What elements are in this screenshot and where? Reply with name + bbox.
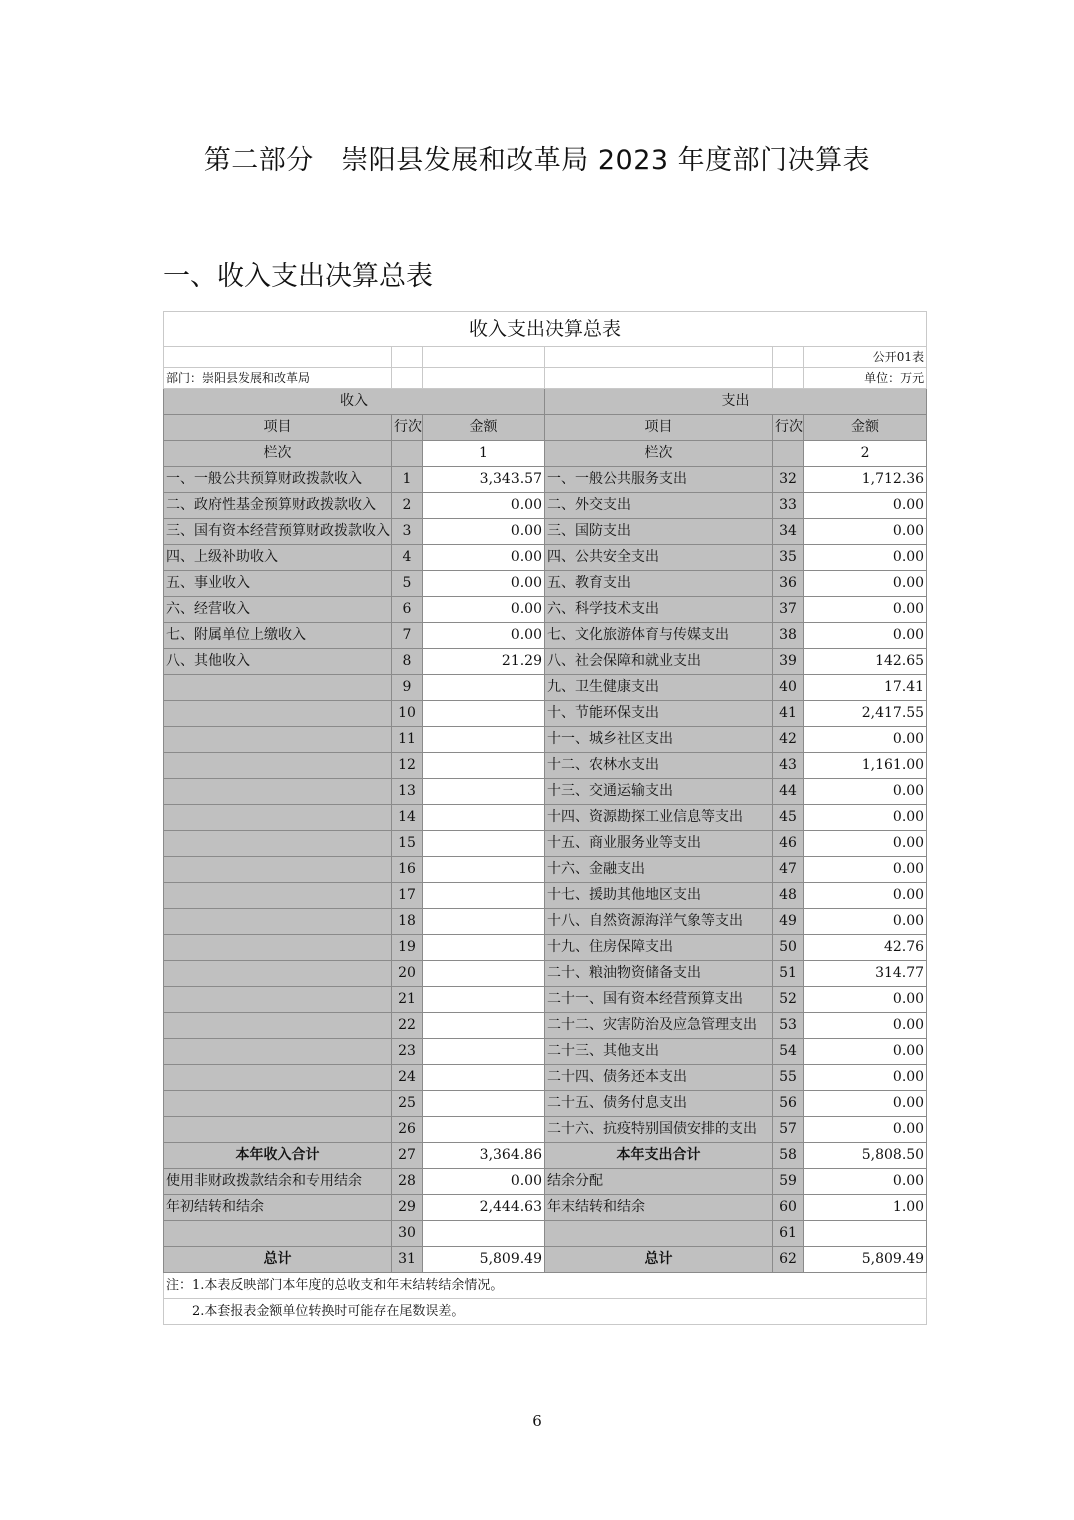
form-number: 公开01表 bbox=[804, 347, 927, 368]
income-item bbox=[164, 831, 392, 857]
expense-line-no: 44 bbox=[773, 779, 804, 805]
income-line-no: 4 bbox=[392, 545, 423, 571]
expense-item: 九、卫生健康支出 bbox=[545, 675, 773, 701]
income-amount bbox=[423, 727, 545, 753]
expense-item: 二、外交支出 bbox=[545, 493, 773, 519]
income-line-no: 22 bbox=[392, 1013, 423, 1039]
income-amount bbox=[423, 987, 545, 1013]
table-row bbox=[164, 857, 927, 883]
seq-number: 1 bbox=[423, 441, 545, 467]
income-line-no: 1 bbox=[392, 467, 423, 493]
income-item: 六、经营收入 bbox=[164, 597, 392, 623]
table-title: 收入支出决算总表 bbox=[164, 312, 927, 347]
income-line-no: 11 bbox=[392, 727, 423, 753]
expense-line-no: 43 bbox=[773, 753, 804, 779]
expense-amount: 0.00 bbox=[804, 571, 927, 597]
expense-amount: 0.00 bbox=[804, 779, 927, 805]
income-item bbox=[164, 753, 392, 779]
income-amount: 21.29 bbox=[423, 649, 545, 675]
page-heading: 第二部分 崇阳县发展和改革局 2023 年度部门决算表 bbox=[203, 145, 871, 176]
income-item bbox=[164, 857, 392, 883]
table-note: 2.本套报表金额单位转换时可能存在尾数误差。 bbox=[164, 1299, 927, 1325]
income-line-no: 26 bbox=[392, 1117, 423, 1143]
income-item bbox=[164, 987, 392, 1013]
income-amount bbox=[423, 675, 545, 701]
income-line-no: 29 bbox=[392, 1195, 423, 1221]
expense-line-no: 39 bbox=[773, 649, 804, 675]
income-amount bbox=[423, 779, 545, 805]
table-row bbox=[164, 1195, 927, 1221]
expense-amount: 0.00 bbox=[804, 493, 927, 519]
income-expense-table-container bbox=[163, 311, 926, 1325]
table-row bbox=[164, 545, 927, 571]
income-item: 五、事业收入 bbox=[164, 571, 392, 597]
income-item bbox=[164, 701, 392, 727]
expense-amount: 0.00 bbox=[804, 987, 927, 1013]
expense-item bbox=[545, 1221, 773, 1247]
expense-line-no: 46 bbox=[773, 831, 804, 857]
expense-line-no: 41 bbox=[773, 701, 804, 727]
expense-item: 二十二、灾害防治及应急管理支出 bbox=[545, 1013, 773, 1039]
income-amount: 0.00 bbox=[423, 571, 545, 597]
income-item: 二、政府性基金预算财政拨款收入 bbox=[164, 493, 392, 519]
income-amount bbox=[423, 1221, 545, 1247]
expense-amount: 5,809.49 bbox=[804, 1247, 927, 1273]
table-row bbox=[164, 727, 927, 753]
income-amount: 2,444.63 bbox=[423, 1195, 545, 1221]
expense-item: 十、节能环保支出 bbox=[545, 701, 773, 727]
income-line-no: 19 bbox=[392, 935, 423, 961]
income-line-no: 31 bbox=[392, 1247, 423, 1273]
expense-line-no: 61 bbox=[773, 1221, 804, 1247]
income-item: 总计 bbox=[164, 1247, 392, 1273]
table-row bbox=[164, 701, 927, 727]
table-row bbox=[164, 519, 927, 545]
expense-amount: 0.00 bbox=[804, 623, 927, 649]
expense-item: 本年支出合计 bbox=[545, 1143, 773, 1169]
table-row bbox=[164, 1065, 927, 1091]
expense-line-no: 34 bbox=[773, 519, 804, 545]
income-line-no: 28 bbox=[392, 1169, 423, 1195]
income-amount bbox=[423, 909, 545, 935]
income-line-no: 20 bbox=[392, 961, 423, 987]
seq-number: 2 bbox=[804, 441, 927, 467]
table-note: 注：1.本表反映部门本年度的总收支和年末结转结余情况。 bbox=[164, 1273, 927, 1299]
income-item: 八、其他收入 bbox=[164, 649, 392, 675]
expense-item: 总计 bbox=[545, 1247, 773, 1273]
expense-amount: 0.00 bbox=[804, 1117, 927, 1143]
income-line-no: 9 bbox=[392, 675, 423, 701]
table-row bbox=[164, 571, 927, 597]
expense-amount: 0.00 bbox=[804, 727, 927, 753]
total-row bbox=[164, 1247, 927, 1273]
expense-amount: 0.00 bbox=[804, 545, 927, 571]
income-line-no: 17 bbox=[392, 883, 423, 909]
income-amount bbox=[423, 857, 545, 883]
income-amount: 3,343.57 bbox=[423, 467, 545, 493]
income-amount bbox=[423, 1039, 545, 1065]
expense-item: 二十四、债务还本支出 bbox=[545, 1065, 773, 1091]
income-header: 收入 bbox=[164, 389, 545, 415]
table-row bbox=[164, 779, 927, 805]
expense-line-no: 59 bbox=[773, 1169, 804, 1195]
col-header-line: 行次 bbox=[392, 415, 423, 441]
note-row bbox=[164, 1299, 927, 1325]
expense-item: 二十三、其他支出 bbox=[545, 1039, 773, 1065]
income-amount bbox=[423, 1065, 545, 1091]
expense-amount: 0.00 bbox=[804, 1169, 927, 1195]
expense-item: 五、教育支出 bbox=[545, 571, 773, 597]
income-amount: 0.00 bbox=[423, 597, 545, 623]
expense-line-no: 50 bbox=[773, 935, 804, 961]
expense-amount: 0.00 bbox=[804, 597, 927, 623]
note-row bbox=[164, 1273, 927, 1299]
income-item bbox=[164, 727, 392, 753]
table-row bbox=[164, 467, 927, 493]
expense-item: 十六、金融支出 bbox=[545, 857, 773, 883]
income-item: 七、附属单位上缴收入 bbox=[164, 623, 392, 649]
table-row bbox=[164, 1013, 927, 1039]
expense-item: 年末结转和结余 bbox=[545, 1195, 773, 1221]
expense-item: 十四、资源勘探工业信息等支出 bbox=[545, 805, 773, 831]
expense-line-no: 37 bbox=[773, 597, 804, 623]
expense-item: 一、一般公共服务支出 bbox=[545, 467, 773, 493]
expense-amount: 0.00 bbox=[804, 1013, 927, 1039]
expense-amount: 0.00 bbox=[804, 1039, 927, 1065]
income-line-no: 12 bbox=[392, 753, 423, 779]
table-row bbox=[164, 1039, 927, 1065]
expense-item: 二十六、抗疫特别国债安排的支出 bbox=[545, 1117, 773, 1143]
income-line-no: 10 bbox=[392, 701, 423, 727]
income-line-no: 2 bbox=[392, 493, 423, 519]
income-item bbox=[164, 1117, 392, 1143]
table-row bbox=[164, 1169, 927, 1195]
table-row bbox=[164, 805, 927, 831]
expense-amount: 0.00 bbox=[804, 1065, 927, 1091]
income-amount bbox=[423, 1013, 545, 1039]
income-item bbox=[164, 961, 392, 987]
expense-item: 四、公共安全支出 bbox=[545, 545, 773, 571]
table-row bbox=[164, 935, 927, 961]
expense-item: 十一、城乡社区支出 bbox=[545, 727, 773, 753]
unit-label: 单位：万元 bbox=[804, 368, 927, 389]
income-item: 本年收入合计 bbox=[164, 1143, 392, 1169]
income-amount bbox=[423, 701, 545, 727]
income-line-no: 27 bbox=[392, 1143, 423, 1169]
expense-line-no: 53 bbox=[773, 1013, 804, 1039]
table-row bbox=[164, 987, 927, 1013]
page-number: 6 bbox=[532, 1412, 542, 1430]
table-row bbox=[164, 1091, 927, 1117]
expense-amount: 2,417.55 bbox=[804, 701, 927, 727]
col-header-amount: 金额 bbox=[804, 415, 927, 441]
expense-item: 十五、商业服务业等支出 bbox=[545, 831, 773, 857]
income-item: 使用非财政拨款结余和专用结余 bbox=[164, 1169, 392, 1195]
income-item bbox=[164, 883, 392, 909]
expense-line-no: 42 bbox=[773, 727, 804, 753]
income-item bbox=[164, 1039, 392, 1065]
income-item bbox=[164, 1013, 392, 1039]
table-row bbox=[164, 675, 927, 701]
expense-line-no: 52 bbox=[773, 987, 804, 1013]
income-line-no: 5 bbox=[392, 571, 423, 597]
table-row bbox=[164, 493, 927, 519]
table-row bbox=[164, 597, 927, 623]
income-line-no: 8 bbox=[392, 649, 423, 675]
department-label: 部门：崇阳县发展和改革局 bbox=[164, 368, 392, 389]
expense-amount: 0.00 bbox=[804, 805, 927, 831]
expense-line-no: 36 bbox=[773, 571, 804, 597]
col-header-amount: 金额 bbox=[423, 415, 545, 441]
expense-line-no: 58 bbox=[773, 1143, 804, 1169]
income-item bbox=[164, 1221, 392, 1247]
expense-line-no: 51 bbox=[773, 961, 804, 987]
income-line-no: 18 bbox=[392, 909, 423, 935]
income-item bbox=[164, 935, 392, 961]
table-row bbox=[164, 753, 927, 779]
table-row bbox=[164, 649, 927, 675]
income-amount bbox=[423, 805, 545, 831]
expense-amount: 0.00 bbox=[804, 909, 927, 935]
income-expense-table bbox=[163, 311, 927, 1325]
income-item bbox=[164, 1065, 392, 1091]
expense-amount: 314.77 bbox=[804, 961, 927, 987]
expense-amount: 142.65 bbox=[804, 649, 927, 675]
income-amount: 0.00 bbox=[423, 545, 545, 571]
expense-amount: 0.00 bbox=[804, 883, 927, 909]
expense-amount: 1,712.36 bbox=[804, 467, 927, 493]
income-item bbox=[164, 779, 392, 805]
income-amount bbox=[423, 1117, 545, 1143]
income-amount: 0.00 bbox=[423, 493, 545, 519]
income-amount: 3,364.86 bbox=[423, 1143, 545, 1169]
expense-amount: 0.00 bbox=[804, 1091, 927, 1117]
income-item bbox=[164, 805, 392, 831]
expense-line-no: 49 bbox=[773, 909, 804, 935]
expense-amount: 1,161.00 bbox=[804, 753, 927, 779]
table-row bbox=[164, 909, 927, 935]
income-amount bbox=[423, 883, 545, 909]
income-item bbox=[164, 1091, 392, 1117]
seq-label: 栏次 bbox=[164, 441, 392, 467]
col-header-line: 行次 bbox=[773, 415, 804, 441]
income-line-no: 13 bbox=[392, 779, 423, 805]
expense-item: 十二、农林水支出 bbox=[545, 753, 773, 779]
expense-amount: 1.00 bbox=[804, 1195, 927, 1221]
income-line-no: 6 bbox=[392, 597, 423, 623]
col-header-item: 项目 bbox=[164, 415, 392, 441]
expense-line-no: 32 bbox=[773, 467, 804, 493]
expense-item: 十七、援助其他地区支出 bbox=[545, 883, 773, 909]
expense-line-no: 35 bbox=[773, 545, 804, 571]
income-line-no: 30 bbox=[392, 1221, 423, 1247]
expense-line-no: 62 bbox=[773, 1247, 804, 1273]
income-item: 三、国有资本经营预算财政拨款收入 bbox=[164, 519, 392, 545]
expense-line-no: 38 bbox=[773, 623, 804, 649]
table-row bbox=[164, 831, 927, 857]
income-item: 年初结转和结余 bbox=[164, 1195, 392, 1221]
income-amount: 0.00 bbox=[423, 519, 545, 545]
expense-line-no: 40 bbox=[773, 675, 804, 701]
income-line-no: 24 bbox=[392, 1065, 423, 1091]
income-line-no: 25 bbox=[392, 1091, 423, 1117]
income-amount bbox=[423, 935, 545, 961]
expense-amount: 42.76 bbox=[804, 935, 927, 961]
income-line-no: 14 bbox=[392, 805, 423, 831]
expense-line-no: 60 bbox=[773, 1195, 804, 1221]
expense-item: 结余分配 bbox=[545, 1169, 773, 1195]
income-line-no: 23 bbox=[392, 1039, 423, 1065]
expense-item: 七、文化旅游体育与传媒支出 bbox=[545, 623, 773, 649]
expense-amount: 5,808.50 bbox=[804, 1143, 927, 1169]
seq-label: 栏次 bbox=[545, 441, 773, 467]
col-header-item: 项目 bbox=[545, 415, 773, 441]
income-item: 四、上级补助收入 bbox=[164, 545, 392, 571]
expense-line-no: 54 bbox=[773, 1039, 804, 1065]
table-row bbox=[164, 623, 927, 649]
expense-item: 三、国防支出 bbox=[545, 519, 773, 545]
expense-amount: 0.00 bbox=[804, 519, 927, 545]
expense-line-no: 55 bbox=[773, 1065, 804, 1091]
expense-item: 二十、粮油物资储备支出 bbox=[545, 961, 773, 987]
income-line-no: 3 bbox=[392, 519, 423, 545]
subtotal-row bbox=[164, 1143, 927, 1169]
expense-line-no: 57 bbox=[773, 1117, 804, 1143]
income-amount: 0.00 bbox=[423, 1169, 545, 1195]
expense-item: 八、社会保障和就业支出 bbox=[545, 649, 773, 675]
table-row bbox=[164, 1221, 927, 1247]
income-item: 一、一般公共预算财政拨款收入 bbox=[164, 467, 392, 493]
income-amount bbox=[423, 753, 545, 779]
income-amount bbox=[423, 961, 545, 987]
expense-line-no: 47 bbox=[773, 857, 804, 883]
income-line-no: 21 bbox=[392, 987, 423, 1013]
expense-item: 六、科学技术支出 bbox=[545, 597, 773, 623]
income-line-no: 16 bbox=[392, 857, 423, 883]
expense-line-no: 48 bbox=[773, 883, 804, 909]
table-row bbox=[164, 961, 927, 987]
expense-amount: 17.41 bbox=[804, 675, 927, 701]
expense-item: 十八、自然资源海洋气象等支出 bbox=[545, 909, 773, 935]
income-line-no: 15 bbox=[392, 831, 423, 857]
expense-amount: 0.00 bbox=[804, 831, 927, 857]
expense-header: 支出 bbox=[545, 389, 927, 415]
income-amount bbox=[423, 831, 545, 857]
income-item bbox=[164, 675, 392, 701]
expense-line-no: 45 bbox=[773, 805, 804, 831]
table-row bbox=[164, 1117, 927, 1143]
income-amount bbox=[423, 1091, 545, 1117]
expense-item: 十三、交通运输支出 bbox=[545, 779, 773, 805]
expense-item: 二十一、国有资本经营预算支出 bbox=[545, 987, 773, 1013]
expense-line-no: 33 bbox=[773, 493, 804, 519]
expense-item: 十九、住房保障支出 bbox=[545, 935, 773, 961]
expense-amount: 0.00 bbox=[804, 857, 927, 883]
expense-amount bbox=[804, 1221, 927, 1247]
income-amount: 0.00 bbox=[423, 623, 545, 649]
table-row bbox=[164, 883, 927, 909]
income-item bbox=[164, 909, 392, 935]
expense-item: 二十五、债务付息支出 bbox=[545, 1091, 773, 1117]
income-amount: 5,809.49 bbox=[423, 1247, 545, 1273]
income-line-no: 7 bbox=[392, 623, 423, 649]
expense-line-no: 56 bbox=[773, 1091, 804, 1117]
section-heading: 一、收入支出决算总表 bbox=[163, 261, 433, 292]
